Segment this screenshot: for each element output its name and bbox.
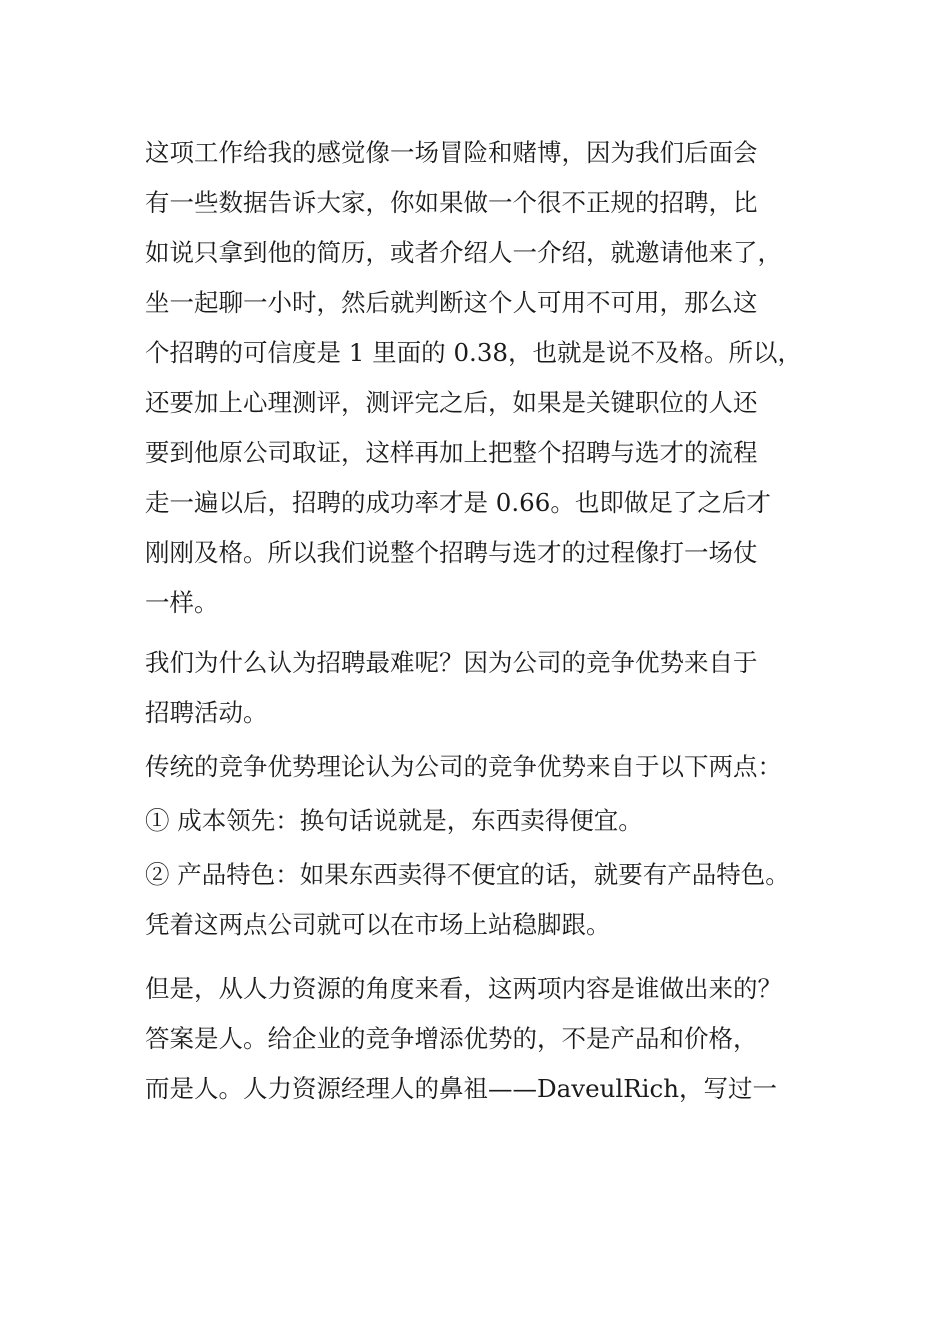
document-body bbox=[145, 128, 815, 1114]
text-line: 还要加上心理测评，测评完之后，如果是关键职位的人还 bbox=[145, 388, 758, 417]
text-line: 答案是人。给企业的竞争增添优势的，不是产品和价格， bbox=[145, 1024, 758, 1053]
text-line: 个招聘的可信度是 1 里面的 0.38，也就是说不及格。所以， bbox=[145, 338, 802, 367]
text-line: 走一遍以后，招聘的成功率才是 0.66。也即做足了之后才 bbox=[145, 488, 771, 517]
text-line: ① 成本领先：换句话说就是，东西卖得便宜。 bbox=[145, 806, 643, 835]
text-line: 招聘活动。 bbox=[145, 698, 268, 727]
text-line: 而是人。人力资源经理人的鼻祖——DaveulRich，写过一 bbox=[145, 1074, 777, 1103]
text-line: ② 产品特色：如果东西卖得不便宜的话，就要有产品特色。 bbox=[145, 860, 790, 889]
text-line: 要到他原公司取证，这样再加上把整个招聘与选才的流程 bbox=[145, 438, 758, 467]
text-line: 传统的竞争优势理论认为公司的竞争优势来自于以下两点： bbox=[145, 752, 782, 781]
text-line: 这项工作给我的感觉像一场冒险和赌博，因为我们后面会 bbox=[145, 138, 758, 167]
text-line: 有一些数据告诉大家，你如果做一个很不正规的招聘，比 bbox=[145, 188, 758, 217]
text-line: 凭着这两点公司就可以在市场上站稳脚跟。 bbox=[145, 910, 611, 939]
text-line: 我们为什么认为招聘最难呢？因为公司的竞争优势来自于 bbox=[145, 648, 758, 677]
paragraph-recruitment-adventure bbox=[145, 128, 815, 628]
text-line: 坐一起聊一小时，然后就判断这个人可用不可用，那么这 bbox=[145, 288, 758, 317]
paragraph-product-differentiation bbox=[145, 850, 815, 950]
text-line: 但是，从人力资源的角度来看，这两项内容是谁做出来的？ bbox=[145, 974, 782, 1003]
paragraph-traditional-theory bbox=[145, 742, 815, 792]
paragraph-cost-leadership bbox=[145, 796, 815, 846]
text-line: 一样。 bbox=[145, 588, 219, 617]
text-line: 如说只拿到他的简历，或者介绍人一介绍，就邀请他来了， bbox=[145, 238, 782, 267]
paragraph-human-resources-view bbox=[145, 964, 815, 1114]
text-line: 刚刚及格。所以我们说整个招聘与选才的过程像打一场仗 bbox=[145, 538, 758, 567]
paragraph-why-recruitment-hardest bbox=[145, 638, 815, 738]
